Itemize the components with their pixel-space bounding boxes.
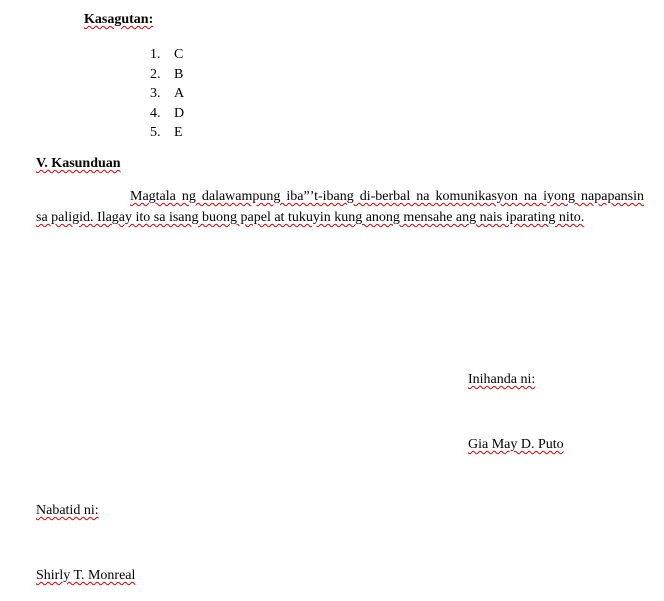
answer-letter: A (174, 86, 185, 101)
agreement-heading: V. Kasunduan (36, 156, 121, 171)
agreement-paragraph (36, 186, 644, 228)
paragraph-line-1: Magtala ng dalawampung iba”’t-ibang di-berbal na komunikasyon na iyong napapansin (130, 189, 644, 204)
prepared-by-name: Gia May D. Puto (468, 437, 564, 452)
prepared-by-label: Inihanda ni: (468, 372, 536, 387)
answer-number: 5. (150, 125, 161, 140)
answer-letter: B (174, 66, 184, 82)
answer-number: 4. (150, 105, 161, 121)
answer-item (150, 84, 184, 104)
answer-item (150, 104, 184, 124)
noted-by-label: Nabatid ni: (36, 503, 99, 518)
answer-letter: D (174, 105, 185, 121)
answer-item (150, 45, 184, 65)
answer-list (150, 45, 184, 143)
answer-number: 1. (150, 47, 161, 62)
answer-letter: C (174, 47, 184, 62)
answer-item (150, 65, 184, 85)
answer-number: 3. (150, 86, 161, 101)
noted-by-name: Shirly T. Monreal (36, 568, 136, 583)
paragraph-line-2: sa paligid. Ilagay ito sa isang buong papel at tukuyin kung anong mensahe ang nais iparating nito. (36, 210, 585, 225)
answer-key-heading: Kasagutan: (84, 12, 154, 27)
answer-letter: E (174, 125, 183, 140)
answer-number: 2. (150, 66, 161, 82)
answer-item (150, 123, 184, 143)
